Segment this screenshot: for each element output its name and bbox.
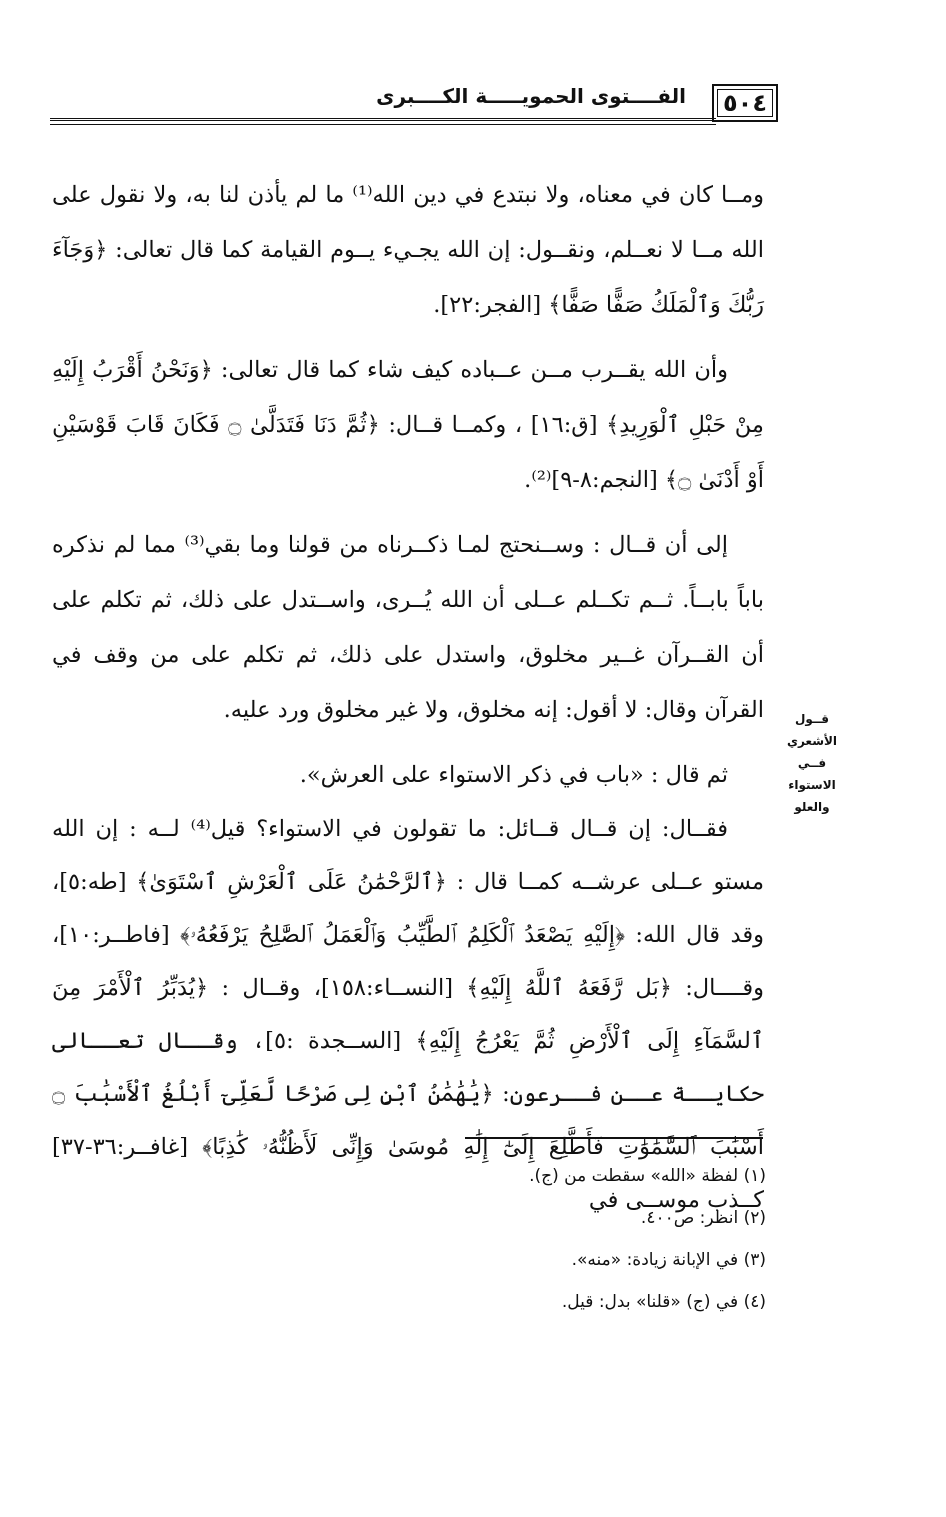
margin-note-line: قــول — [795, 712, 829, 726]
main-text — [52, 168, 764, 1237]
paragraph-4: ثم قال : «باب في ذكر الاستواء على العرش». — [299, 762, 728, 788]
header-rule — [50, 118, 716, 125]
footnote-2: (٢) انظر: ص٤٠٠. — [640, 1208, 766, 1228]
margin-note — [778, 708, 846, 818]
paragraph-5: فقــال: إن قــال قــائل: ما تقولون في الاستواء؟ قيل⁽⁴⁾ لــه : إن الله مستو عــلى عرشــه كمــا قال : ﴿ٱلرَّحْمَٰنُ عَلَى ٱلْعَرْشِ ٱسْتَوَىٰ﴾ [طه:٥]، وقد قال الله: ﴿إِلَيْهِ يَصْعَدُ ٱلْكَلِمُ ٱلطَّيِّبُ وَٱلْعَمَلُ ٱلصَّٰلِحُ يَرْفَعُهُۥ﴾ [فاطــر:١٠]، وقــــال: ﴿بَل رَّفَعَهُ ٱللَّهُ إِلَيْهِ﴾ [النســاء:١٥٨]، وقــال : ﴿يُدَبِّرُ ٱلْأَمْرَ مِنَ ٱلسَّمَآءِ إِلَى ٱلْأَرْضِ ثُمَّ يَعْرُجُ إِلَيْهِ﴾ [الســجدة :٥]، وقــال تعــالى حكايــة عــن فــرعون: ﴿يَٰهَٰمَٰنُ ٱبْنِ لِى صَرْحًا لَّعَلِّىٓ أَبْلُغُ ٱلْأَسْبَٰبَ ۝ أَسْبَٰبَ ٱلسَّمَٰوَٰتِ فَأَطَّلِعَ إِلَىٰٓ إِلَٰهِ مُوسَىٰ وَإِنِّى لَأَظُنُّهُۥ كَٰذِبًا﴾ [غافــر:٣٦-٣٧] كــذب موســى في — [52, 816, 765, 1213]
margin-note-line: الاستواء — [788, 778, 836, 792]
paragraph-1: ومــا كان في معناه، ولا نبتدع في دين الله⁽¹⁾ ما لم يأذن لنا به، ولا نقول على الله مــا لا نعــلم، ونقــول: إن الله يجـيء يــوم القيامة كما قال تعالى: ﴿وَجَآءَ رَبُّكَ وَٱلْمَلَكُ صَفًّا صَفًّا﴾ [الفجر:٢٢]. — [52, 182, 765, 318]
footnote-separator — [465, 1137, 763, 1139]
running-header — [50, 80, 778, 124]
page-number: ٥٠٤ — [712, 84, 778, 122]
margin-note-line: فــي — [797, 756, 827, 770]
footnote-3: (٣) في الإبانة زيادة: «منه». — [571, 1250, 766, 1270]
margin-note-line: الأشعري — [786, 734, 838, 748]
paragraph-3: إلى أن قــال : وســنحتج لمـا ذكــرناه من قولنا وما بقي⁽³⁾ مما لم نذكره باباً بابــاً. ثــم تكــلم عــلى أن الله يُــرى، واســتدل على ذلك، ثم تكلم على أن القــرآن غــير مخلوق، واستدل على ذلك، ثم تكلم على من وقف في القرآن وقال: لا أقول: إنه مخلوق، ولا غير مخلوق ورد عليه. — [52, 532, 764, 723]
footnote-1: (١) لفظة «الله» سقطت من (ج). — [529, 1166, 766, 1186]
paragraph-2: وأن الله يقــرب مــن عــباده كيف شاء كما قال تعالى: ﴿وَنَحْنُ أَقْرَبُ إِلَيْهِ مِنْ حَبْلِ ٱلْوَرِيدِ﴾ [ق:١٦] ، وكمــا قــال: ﴿ثُمَّ دَنَا فَتَدَلَّىٰ ۝ فَكَانَ قَابَ قَوْسَيْنِ أَوْ أَدْنَىٰ ۝﴾ [النجم:٨-٩]⁽²⁾. — [52, 357, 764, 493]
running-title: الفــــتوى الحمويـــــة الكــــبرى — [376, 84, 686, 108]
margin-note-line: والعلو — [794, 800, 830, 814]
footnote-4: (٤) في (ج) «قلنا» بدل: قيل. — [561, 1292, 766, 1312]
footnotes — [166, 1165, 766, 1333]
